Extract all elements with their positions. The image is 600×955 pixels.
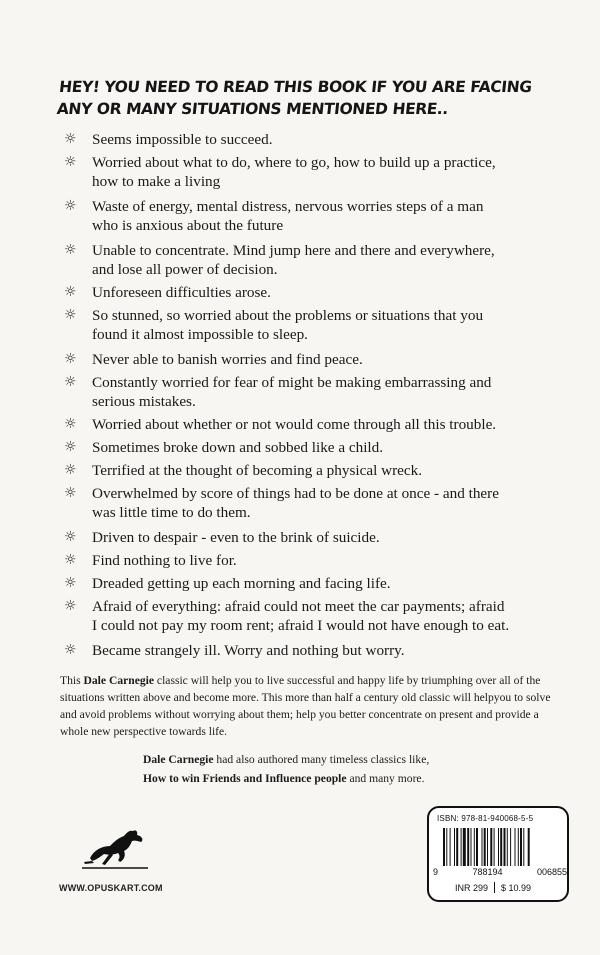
summary-text-rest: classic will help you to live successful and happy life by triumphing over all of the situations written above and become more. This more than half a century old classic will helpyou to solve and avoid problems without worrying about them; help you better concentrate on present and provide a whole new perspective towards life. [60,674,551,738]
sun-ornament-icon: ☼ [64,552,77,568]
list-item-line: I could not pay my room rent; afraid I would not have enough to eat. [92,617,510,634]
barcode-bar [490,828,492,866]
sun-ornament-icon: ☼ [64,351,77,367]
sun-ornament-icon: ☼ [64,307,77,323]
list-item-line: who is anxious about the future [92,217,284,234]
list-item-text [92,415,564,434]
list-item-text [92,241,564,279]
barcode-bar [498,828,499,866]
sun-ornament-icon: ☼ [64,575,77,591]
list-item [64,306,564,344]
sun-ornament-icon: ☼ [64,598,77,614]
list-item-line: Unable to concentrate. Mind jump here and there and everywhere, [92,242,495,259]
list-item [64,241,564,279]
list-item-text [92,438,564,457]
sun-ornament-icon: ☼ [64,462,77,478]
list-item-line: Unforeseen difficulties arose. [92,284,271,301]
sun-ornament-icon: ☼ [64,131,77,147]
price-separator [494,882,495,893]
list-item [64,373,564,411]
price-row [455,882,531,893]
headline-line-1: HEY! YOU NEED TO READ THIS BOOK IF YOU ARE FACING [58,78,533,96]
list-item-line: Worried about whether or not would come through all this trouble. [92,416,497,433]
list-item-line: Sometimes broke down and sobbed like a child. [92,439,384,456]
price-inr: INR 299 [455,882,489,893]
barcode-digit-group-3: 006855 [536,867,567,877]
barcode-bar [484,828,486,866]
list-item [64,574,564,593]
book-title-mention: How to win Friends and Influence people [143,772,347,785]
barcode-bar [520,828,522,866]
barcode-bar [523,828,524,866]
list-item [64,484,564,522]
list-item [64,438,564,457]
list-item-line: and lose all power of decision. [92,261,278,278]
barcode-bar [476,828,478,866]
barcode-bar [456,828,458,866]
barcode-bar [463,828,466,866]
situations-list [64,130,564,660]
list-item [64,283,564,302]
list-item [64,130,564,149]
list-item-text [92,306,564,344]
barcode-digits [433,867,567,877]
other-works-line-2: and many more. [346,772,425,785]
list-item [64,641,564,660]
headline [56,76,571,120]
list-item-line: Overwhelmed by score of things had to be done at once - and there [92,485,499,502]
summary-paragraph [60,672,560,740]
barcode-graphic [443,828,561,866]
list-item-text [92,574,564,593]
sun-ornament-icon: ☼ [64,416,77,432]
barcode-bar [507,828,508,866]
list-item-line: Afraid of everything: afraid could not meet the car payments; afraid [92,598,505,615]
list-item-line: Driven to despair - even to the brink of suicide. [92,529,380,546]
list-item-line: serious mistakes. [92,393,196,410]
list-item [64,197,564,235]
barcode-bar [494,828,495,866]
other-works-line-1: had also authored many timeless classics like, [213,753,430,766]
list-item-line: So stunned, so worried about the problems or situations that you [92,307,484,324]
sun-ornament-icon: ☼ [64,284,77,300]
list-item [64,551,564,570]
price-usd: $ 10.99 [501,882,532,893]
barcode-bar [487,828,488,866]
list-item [64,461,564,480]
barcode-bar [500,828,502,866]
list-item [64,597,564,635]
isbn-barcode-box [427,806,569,902]
list-item-line: Waste of energy, mental distress, nervous worries steps of a man [92,198,484,215]
barcode-digit-group-1: 9 [433,867,439,877]
list-item-line: Never able to banish worries and find peace. [92,351,363,368]
barcode-bar [471,828,472,866]
list-item [64,350,564,369]
barcode-bar [515,828,516,866]
other-works-note [143,750,563,788]
barcode-bar [482,828,483,866]
barcode-bar [504,828,506,866]
barcode-bar [454,828,455,866]
list-item-line: Dreaded getting up each morning and facing life. [92,575,391,592]
barcode-bar [467,828,469,866]
list-item-text [92,130,564,149]
list-item-text [92,551,564,570]
barcode-bar [528,828,530,866]
list-item-line: Terrified at the thought of becoming a physical wreck. [92,462,422,479]
barcode-bar [510,828,511,866]
sun-ornament-icon: ☼ [64,198,77,214]
sun-ornament-icon: ☼ [64,374,77,390]
list-item-line: how to make a living [92,173,221,190]
sun-ornament-icon: ☼ [64,529,77,545]
list-item-text [92,350,564,369]
list-item-line: Find nothing to live for. [92,552,237,569]
author-name: Dale Carnegie [143,753,214,766]
list-item-line: Worried about what to do, where to go, how to build up a practice, [92,154,496,171]
list-item-line: found it almost impossible to sleep. [92,326,308,343]
list-item [64,153,564,191]
barcode-bar [443,828,445,866]
list-item-text [92,197,564,235]
sun-ornament-icon: ☼ [64,485,77,501]
sun-ornament-icon: ☼ [64,439,77,455]
list-item-text [92,283,564,302]
sun-ornament-icon: ☼ [64,154,77,170]
list-item-text [92,597,564,635]
list-item-line: Became strangely ill. Worry and nothing but worry. [92,642,405,659]
summary-author-name: Dale Carnegie [83,674,155,687]
list-item-text [92,461,564,480]
summary-text-start: This [60,674,84,687]
list-item-text [92,528,564,547]
barcode-bar [461,828,462,866]
list-item-text [92,484,564,522]
list-item-text [92,153,564,191]
barcode-bar [474,828,475,866]
list-item-text [92,373,564,411]
barcode-bar [518,828,519,866]
list-item [64,415,564,434]
list-item [64,528,564,547]
list-item-line: was little time to do them. [92,504,251,521]
publisher-website: WWW.OPUSKART.COM [59,883,163,893]
isbn-label: ISBN: 978-81-940068-5-5 [437,814,534,823]
barcode-digit-group-2: 788194 [472,867,503,877]
sun-ornament-icon: ☼ [64,242,77,258]
sun-ornament-icon: ☼ [64,642,77,658]
headline-line-2: ANY OR MANY SITUATIONS MENTIONED HERE.. [55,100,449,118]
barcode-bar [446,828,447,866]
leaping-horse-logo-icon [80,824,150,872]
list-item-text [92,641,564,660]
barcode-bar [450,828,451,866]
list-item-line: Seems impossible to succeed. [92,131,273,148]
list-item-line: Constantly worried for fear of might be making embarrassing and [92,374,492,391]
